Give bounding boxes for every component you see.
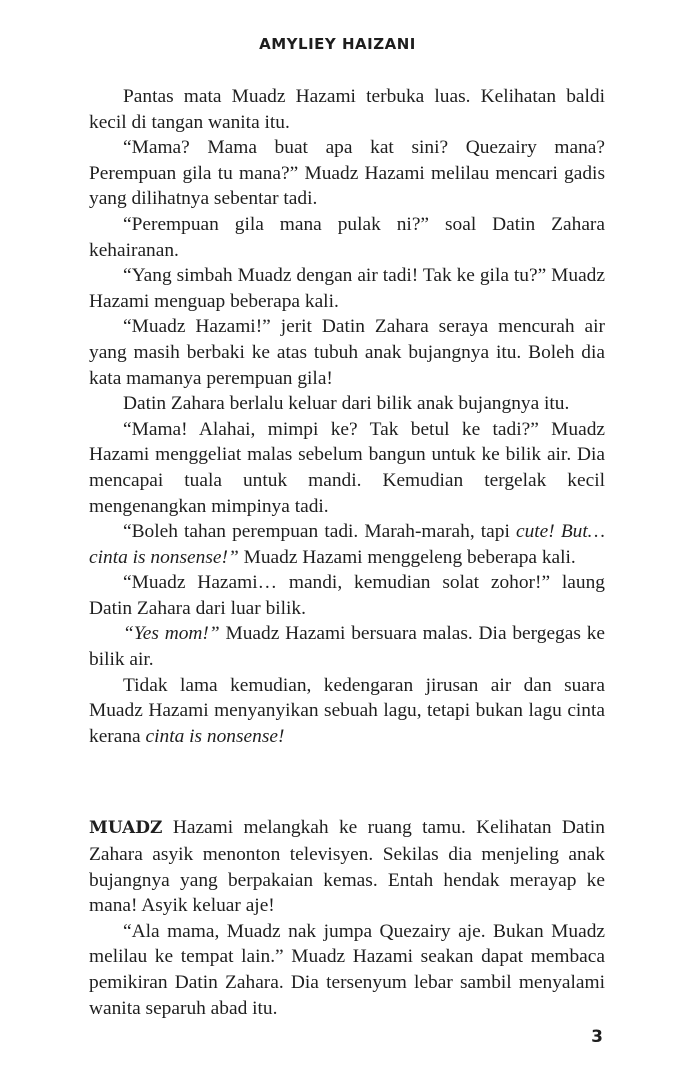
- paragraph-text: “Boleh tahan perempuan tadi. Marah-marah, tapi: [123, 521, 516, 543]
- paragraph: “Muadz Hazami… mandi, kemudian solat zohor!” laung Datin Zahara dari luar bilik.: [89, 572, 605, 619]
- paragraph: Pantas mata Muadz Hazami terbuka luas. Kelihatan baldi kecil di tangan wanita itu.: [89, 86, 605, 133]
- paragraph-text: Muadz Hazami bersuara malas. Dia bergegas ke bilik air.: [89, 623, 605, 671]
- paragraph: “Mama? Mama buat apa kat sini? Quezairy mana? Perempuan gila tu mana?” Muadz Hazami melilau mencari gadis yang dilihatnya sebentar tadi.: [89, 137, 605, 210]
- paragraph-text: Muadz Hazami menggeleng beberapa kali.: [238, 546, 576, 568]
- italic-phrase: cute! But… cinta is nonsense!”: [89, 521, 605, 568]
- section-break: [89, 749, 605, 815]
- paragraph: [89, 673, 605, 750]
- paragraph: “Yang simbah Muadz dengan air tadi! Tak ke gila tu?” Muadz Hazami menguap beberapa kali.: [89, 265, 605, 312]
- italic-phrase: “Yes mom!”: [123, 623, 220, 645]
- paragraph-text: Hazami melangkah ke ruang tamu. Kelihatan Datin Zahara asyik menonton televisyen. Sekilas dia menjeling anak bujangnya yang berpakaian kemas. Entah hendak merayap ke mana! Asyik keluar aje!: [89, 817, 605, 917]
- paragraph: Datin Zahara berlalu keluar dari bilik anak bujangnya itu.: [123, 393, 570, 415]
- paragraph: [89, 621, 605, 672]
- paragraph: “Perempuan gila mana pulak ni?” soal Datin Zahara kehairanan.: [89, 213, 605, 261]
- section-lead-word: MUADZ: [89, 818, 163, 839]
- italic-phrase: cinta is nonsense!: [145, 725, 285, 747]
- paragraph-text: Tidak lama kemudian, kedengaran jirusan air dan suara Muadz Hazami menyanyikan sebuah lagu, tetapi bukan lagu cinta kerana: [89, 674, 605, 747]
- page-number: 3: [591, 1027, 603, 1047]
- running-header: AMYLIEY HAIZANI: [259, 35, 416, 53]
- paragraph: [89, 815, 605, 918]
- paragraph: “Mama! Alahai, mimpi ke? Tak betul ke tadi?” Muadz Hazami menggeliat malas sebelum bangun untuk ke bilik air. Dia mencapai tuala untuk mandi. Kemudian tergelak kecil mengenangkan mimpinya tadi.: [89, 418, 605, 517]
- body-text: [89, 84, 605, 1021]
- paragraph: “Muadz Hazami!” jerit Datin Zahara seraya mencurah air yang masih berbaki ke atas tubuh anak bujangnya itu. Boleh dia kata mamanya perempuan gila!: [89, 316, 605, 389]
- paragraph: “Ala mama, Muadz nak jumpa Quezairy aje. Bukan Muadz melilau ke tempat lain.” Muadz Hazami seakan dapat membaca pemikiran Datin Zahara. Dia tersenyum lebar sambil menyalami wanita separuh abad itu.: [89, 920, 605, 1019]
- paragraph: [89, 519, 605, 570]
